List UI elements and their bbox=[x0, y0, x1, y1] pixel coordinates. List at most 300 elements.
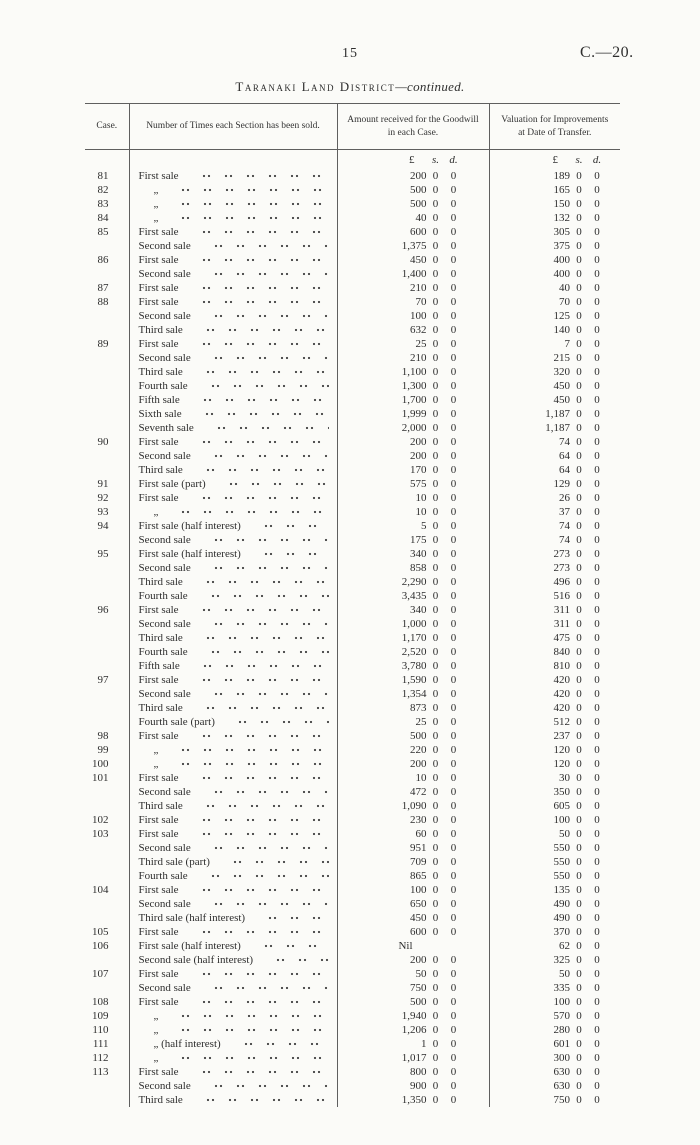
valuation-pounds: 1,187 bbox=[545, 422, 570, 434]
valuation-shillings: 0 bbox=[576, 884, 582, 896]
sale-description-cell bbox=[129, 393, 337, 407]
sale-description-cell bbox=[129, 1023, 337, 1037]
sale-description-cell bbox=[129, 365, 337, 379]
amount-pounds: 1,999 bbox=[401, 408, 427, 420]
amount-pence: 0 bbox=[450, 520, 457, 532]
amount-pounds: 1,100 bbox=[401, 366, 427, 378]
goodwill-amount bbox=[337, 197, 489, 211]
case-number bbox=[85, 407, 129, 421]
sale-description: Second sale bbox=[138, 310, 191, 322]
table-row bbox=[85, 589, 620, 603]
amount-shillings: 0 bbox=[432, 786, 439, 798]
amount-pounds: 500 bbox=[410, 730, 427, 742]
sale-description: Fifth sale bbox=[138, 660, 180, 672]
valuation-pounds: 150 bbox=[553, 198, 570, 210]
valuation-pence: 0 bbox=[594, 814, 600, 826]
case-number bbox=[85, 953, 129, 967]
dot-leaders bbox=[197, 633, 329, 643]
valuation-pounds: 50 bbox=[559, 828, 570, 840]
case-number: 85 bbox=[97, 226, 109, 238]
amount-pence: 0 bbox=[450, 702, 457, 714]
sale-description: „ bbox=[153, 1024, 159, 1036]
goodwill-amount bbox=[337, 855, 489, 869]
sale-description: Second sale bbox=[138, 618, 191, 630]
table-row bbox=[85, 1037, 620, 1051]
sale-description-cell bbox=[129, 211, 337, 225]
dot-leaders bbox=[205, 311, 329, 321]
improvements-valuation bbox=[489, 351, 620, 365]
table-row bbox=[85, 757, 620, 771]
sale-description: Third sale bbox=[138, 366, 183, 378]
sale-description: Third sale bbox=[138, 464, 183, 476]
sale-description-cell bbox=[129, 491, 337, 505]
amount-pence: 0 bbox=[450, 968, 457, 980]
sale-description: First sale bbox=[138, 772, 179, 784]
sale-description: Second sale (half interest) bbox=[138, 954, 254, 966]
amount-pence: 0 bbox=[450, 884, 457, 896]
valuation-pounds: 335 bbox=[553, 982, 570, 994]
amount-pounds: 10 bbox=[415, 506, 427, 518]
amount-shillings: 0 bbox=[432, 380, 439, 392]
amount-shillings: 0 bbox=[432, 926, 439, 938]
amount-pounds: 632 bbox=[410, 324, 427, 336]
improvements-valuation bbox=[489, 911, 620, 925]
sale-description-cell bbox=[129, 575, 337, 589]
valuation-shillings: 0 bbox=[576, 716, 582, 728]
amount-pounds: 600 bbox=[410, 926, 427, 938]
amount-pence: 0 bbox=[450, 688, 457, 700]
amount-pence: 0 bbox=[450, 646, 457, 658]
dot-leaders bbox=[197, 465, 329, 475]
case-number: 93 bbox=[97, 506, 109, 518]
sale-description: First sale (part) bbox=[138, 478, 206, 490]
valuation-pounds: 305 bbox=[553, 226, 570, 238]
case-number bbox=[85, 323, 129, 337]
valuation-pence: 0 bbox=[594, 240, 600, 252]
valuation-pence: 0 bbox=[594, 380, 600, 392]
amount-pounds: 472 bbox=[410, 786, 427, 798]
goodwill-amount bbox=[337, 757, 489, 771]
valuation-pounds: 420 bbox=[553, 702, 570, 714]
case-number: 108 bbox=[92, 996, 109, 1008]
sale-description: First sale bbox=[138, 730, 179, 742]
valuation-shillings: 0 bbox=[576, 520, 582, 532]
improvements-valuation bbox=[489, 407, 620, 421]
amount-pounds: 1,000 bbox=[401, 618, 427, 630]
sale-description-cell bbox=[129, 1051, 337, 1065]
valuation-pence: 0 bbox=[594, 506, 600, 518]
improvements-valuation bbox=[489, 925, 620, 939]
dot-leaders bbox=[172, 1025, 328, 1035]
valuation-pounds: 135 bbox=[553, 884, 570, 896]
goodwill-amount bbox=[337, 785, 489, 799]
amount-shillings: 0 bbox=[432, 758, 439, 770]
amount-shillings: 0 bbox=[432, 1038, 439, 1050]
dot-leaders bbox=[205, 1081, 329, 1091]
table-row bbox=[85, 827, 620, 841]
case-number: 107 bbox=[92, 968, 109, 980]
improvements-valuation bbox=[489, 295, 620, 309]
valuation-pounds: 420 bbox=[553, 674, 570, 686]
dot-leaders bbox=[193, 927, 329, 937]
valuation-pounds: 325 bbox=[553, 954, 570, 966]
amount-pounds: 865 bbox=[410, 870, 427, 882]
sale-description: Fourth sale (part) bbox=[138, 716, 215, 728]
valuation-pounds: 512 bbox=[553, 716, 570, 728]
goodwill-amount bbox=[337, 953, 489, 967]
sale-description-cell bbox=[129, 449, 337, 463]
valuation-pence: 0 bbox=[594, 604, 600, 616]
amount-shillings: 0 bbox=[432, 450, 439, 462]
amount-pence: 0 bbox=[450, 562, 457, 574]
case-number: 109 bbox=[92, 1010, 109, 1022]
valuation-shillings: 0 bbox=[576, 254, 582, 266]
case-number bbox=[85, 701, 129, 715]
improvements-valuation bbox=[489, 519, 620, 533]
valuation-pounds: 550 bbox=[553, 842, 570, 854]
valuation-shillings: 0 bbox=[576, 800, 582, 812]
improvements-valuation bbox=[489, 337, 620, 351]
improvements-valuation bbox=[489, 953, 620, 967]
sale-description: First sale bbox=[138, 996, 179, 1008]
case-number bbox=[85, 561, 129, 575]
sale-description-cell bbox=[129, 295, 337, 309]
amount-shillings: 0 bbox=[432, 198, 439, 210]
table-row bbox=[85, 323, 620, 337]
improvements-valuation bbox=[489, 575, 620, 589]
valuation-shillings: 0 bbox=[576, 786, 582, 798]
table-row bbox=[85, 813, 620, 827]
sale-description-cell bbox=[129, 757, 337, 771]
valuation-shillings: 0 bbox=[576, 212, 582, 224]
dot-leaders bbox=[193, 829, 329, 839]
valuation-pounds: 350 bbox=[553, 786, 570, 798]
dot-leaders bbox=[193, 339, 329, 349]
valuation-pence: 0 bbox=[594, 800, 600, 812]
improvements-valuation bbox=[489, 897, 620, 911]
amount-shillings: 0 bbox=[432, 184, 439, 196]
goodwill-amount bbox=[337, 169, 489, 183]
sale-description: „ bbox=[153, 1052, 159, 1064]
amount-pounds: 1 bbox=[421, 1038, 427, 1050]
table-row bbox=[85, 897, 620, 911]
valuation-shillings: 0 bbox=[576, 1038, 582, 1050]
table-row bbox=[85, 533, 620, 547]
sale-description: First sale bbox=[138, 338, 179, 350]
pence-label: d. bbox=[449, 154, 458, 166]
sale-description-cell bbox=[129, 869, 337, 883]
valuation-pence: 0 bbox=[594, 422, 600, 434]
currency-header-row bbox=[85, 150, 620, 170]
amount-pounds: 200 bbox=[410, 954, 427, 966]
goodwill-amount bbox=[337, 211, 489, 225]
valuation-shillings: 0 bbox=[576, 324, 582, 336]
sale-description-cell bbox=[129, 589, 337, 603]
sale-description-cell bbox=[129, 841, 337, 855]
goodwill-amount bbox=[337, 617, 489, 631]
amount-shillings: 0 bbox=[432, 324, 439, 336]
amount-shillings: 0 bbox=[432, 464, 439, 476]
valuation-pounds: 1,187 bbox=[545, 408, 570, 420]
improvements-valuation bbox=[489, 855, 620, 869]
amount-shillings: 0 bbox=[432, 492, 439, 504]
improvements-valuation bbox=[489, 939, 620, 953]
amount-shillings: 0 bbox=[432, 660, 439, 672]
valuation-pence: 0 bbox=[594, 954, 600, 966]
amount-shillings: 0 bbox=[432, 772, 439, 784]
sale-description-cell bbox=[129, 813, 337, 827]
valuation-pence: 0 bbox=[594, 198, 600, 210]
goodwill-amount bbox=[337, 561, 489, 575]
sale-description-cell bbox=[129, 953, 337, 967]
dot-leaders bbox=[208, 423, 329, 433]
sale-description: Second sale bbox=[138, 352, 191, 364]
table-row bbox=[85, 183, 620, 197]
amount-pence: 0 bbox=[450, 842, 457, 854]
valuation-pence: 0 bbox=[594, 212, 600, 224]
valuation-shillings: 0 bbox=[576, 730, 582, 742]
amount-pounds: 1,940 bbox=[401, 1010, 427, 1022]
amount-shillings: 0 bbox=[432, 282, 439, 294]
valuation-pence: 0 bbox=[594, 688, 600, 700]
goodwill-amount bbox=[337, 337, 489, 351]
improvements-valuation bbox=[489, 981, 620, 995]
sale-description-cell bbox=[129, 379, 337, 393]
dot-leaders bbox=[205, 535, 329, 545]
valuation-shillings: 0 bbox=[576, 828, 582, 840]
sale-description: „ bbox=[153, 212, 159, 224]
sale-description-cell bbox=[129, 673, 337, 687]
amount-pounds: 10 bbox=[415, 772, 427, 784]
valuation-shillings: 0 bbox=[576, 646, 582, 658]
amount-pounds: 1,590 bbox=[401, 674, 427, 686]
case-number bbox=[85, 841, 129, 855]
goodwill-amount bbox=[337, 771, 489, 785]
table-row bbox=[85, 393, 620, 407]
valuation-shillings: 0 bbox=[576, 926, 582, 938]
dot-leaders bbox=[194, 661, 329, 671]
sale-description: First sale bbox=[138, 1066, 179, 1078]
column-header-times-sold: Number of Times each Section has been sold. bbox=[129, 104, 337, 150]
amount-pounds: 709 bbox=[410, 856, 427, 868]
goodwill-amount bbox=[337, 589, 489, 603]
amount-pounds: 1,400 bbox=[401, 268, 427, 280]
amount-pence: 0 bbox=[450, 1024, 457, 1036]
goodwill-amount bbox=[337, 519, 489, 533]
valuation-pence: 0 bbox=[594, 744, 600, 756]
goodwill-amount bbox=[337, 365, 489, 379]
valuation-shillings: 0 bbox=[576, 968, 582, 980]
table-row bbox=[85, 617, 620, 631]
amount-shillings: 0 bbox=[432, 744, 439, 756]
amount-pence: 0 bbox=[450, 170, 457, 182]
improvements-valuation bbox=[489, 869, 620, 883]
valuation-pence: 0 bbox=[594, 282, 600, 294]
amount-pence: 0 bbox=[450, 716, 457, 728]
amount-pounds: 5 bbox=[421, 520, 427, 532]
dot-leaders bbox=[197, 1095, 329, 1105]
valuation-pounds: 26 bbox=[559, 492, 570, 504]
amount-pence: 0 bbox=[450, 772, 457, 784]
improvements-valuation bbox=[489, 533, 620, 547]
valuation-currency-units bbox=[489, 150, 620, 170]
valuation-shillings: 0 bbox=[576, 688, 582, 700]
case-number: 91 bbox=[97, 478, 109, 490]
case-number bbox=[85, 687, 129, 701]
amount-shillings: 0 bbox=[432, 674, 439, 686]
valuation-pence: 0 bbox=[594, 310, 600, 322]
amount-shillings: 0 bbox=[432, 170, 439, 182]
dot-leaders bbox=[193, 227, 329, 237]
dot-leaders bbox=[193, 297, 329, 307]
valuation-pounds: 375 bbox=[553, 240, 570, 252]
sale-description-cell bbox=[129, 547, 337, 561]
valuation-pounds: 100 bbox=[553, 996, 570, 1008]
table-row bbox=[85, 603, 620, 617]
dot-leaders bbox=[193, 675, 329, 685]
case-number bbox=[85, 351, 129, 365]
table-row bbox=[85, 785, 620, 799]
valuation-pence: 0 bbox=[594, 590, 600, 602]
case-number: 89 bbox=[97, 338, 109, 350]
amount-pence: 0 bbox=[450, 730, 457, 742]
goodwill-amount bbox=[337, 939, 489, 953]
table-row bbox=[85, 673, 620, 687]
goodwill-amount bbox=[337, 981, 489, 995]
amount-pence: 0 bbox=[450, 282, 457, 294]
sale-description: First sale bbox=[138, 170, 179, 182]
dot-leaders bbox=[255, 941, 329, 951]
valuation-pounds: 300 bbox=[553, 1052, 570, 1064]
amount-pounds: 170 bbox=[410, 464, 427, 476]
improvements-valuation bbox=[489, 253, 620, 267]
goodwill-amount bbox=[337, 477, 489, 491]
valuation-pence: 0 bbox=[594, 898, 600, 910]
amount-pounds: 50 bbox=[415, 968, 427, 980]
goodwill-amount bbox=[337, 491, 489, 505]
goodwill-amount bbox=[337, 225, 489, 239]
improvements-valuation bbox=[489, 169, 620, 183]
dot-leaders bbox=[224, 857, 329, 867]
sale-description-cell bbox=[129, 533, 337, 547]
improvements-valuation bbox=[489, 225, 620, 239]
improvements-valuation bbox=[489, 715, 620, 729]
goodwill-amount bbox=[337, 813, 489, 827]
valuation-shillings: 0 bbox=[576, 268, 582, 280]
valuation-pence: 0 bbox=[594, 1066, 600, 1078]
amount-pence: 0 bbox=[450, 366, 457, 378]
valuation-shillings: 0 bbox=[576, 198, 582, 210]
sale-description-cell bbox=[129, 603, 337, 617]
valuation-shillings: 0 bbox=[576, 464, 582, 476]
valuation-pence: 0 bbox=[594, 464, 600, 476]
amount-currency-units bbox=[337, 150, 489, 170]
goodwill-amount bbox=[337, 687, 489, 701]
goodwill-amount bbox=[337, 295, 489, 309]
valuation-pence: 0 bbox=[594, 394, 600, 406]
sale-description-cell bbox=[129, 435, 337, 449]
sale-description: First sale bbox=[138, 492, 179, 504]
amount-pounds: 951 bbox=[410, 842, 427, 854]
sale-description: Third sale (half interest) bbox=[138, 912, 246, 924]
amount-shillings: 0 bbox=[432, 352, 439, 364]
amount-pence: 0 bbox=[450, 548, 457, 560]
amount-shillings: 0 bbox=[432, 226, 439, 238]
amount-pounds: 1,354 bbox=[401, 688, 427, 700]
improvements-valuation bbox=[489, 813, 620, 827]
case-number: 98 bbox=[97, 730, 109, 742]
table-row bbox=[85, 729, 620, 743]
sale-description: First sale bbox=[138, 926, 179, 938]
goodwill-amount bbox=[337, 799, 489, 813]
valuation-pence: 0 bbox=[594, 366, 600, 378]
valuation-pence: 0 bbox=[594, 786, 600, 798]
valuation-pounds: 420 bbox=[553, 688, 570, 700]
amount-shillings: 0 bbox=[432, 520, 439, 532]
valuation-pence: 0 bbox=[594, 996, 600, 1008]
valuation-shillings: 0 bbox=[576, 660, 582, 672]
sale-description-cell bbox=[129, 799, 337, 813]
valuation-pounds: 490 bbox=[553, 912, 570, 924]
sale-description: „ bbox=[153, 198, 159, 210]
case-number bbox=[85, 309, 129, 323]
amount-shillings: 0 bbox=[432, 296, 439, 308]
valuation-pence: 0 bbox=[594, 926, 600, 938]
case-number: 92 bbox=[97, 492, 109, 504]
sale-description: Fifth sale bbox=[138, 394, 180, 406]
case-number: 105 bbox=[92, 926, 109, 938]
dot-leaders bbox=[172, 199, 328, 209]
sale-description-cell bbox=[129, 169, 337, 183]
table-row bbox=[85, 911, 620, 925]
valuation-pence: 0 bbox=[594, 576, 600, 588]
valuation-pounds: 40 bbox=[559, 282, 570, 294]
sale-description-cell bbox=[129, 1079, 337, 1093]
table-row bbox=[85, 351, 620, 365]
dot-leaders bbox=[205, 269, 329, 279]
amount-pounds: 340 bbox=[410, 604, 427, 616]
pounds-symbol: £ bbox=[552, 154, 558, 166]
sale-description: Second sale bbox=[138, 842, 191, 854]
valuation-pence: 0 bbox=[594, 1094, 600, 1106]
valuation-pounds: 7 bbox=[564, 338, 570, 350]
dot-leaders bbox=[172, 1053, 328, 1063]
amount-pence: 0 bbox=[450, 506, 457, 518]
valuation-shillings: 0 bbox=[576, 562, 582, 574]
valuation-shillings: 0 bbox=[576, 772, 582, 784]
goodwill-amount bbox=[337, 715, 489, 729]
valuation-shillings: 0 bbox=[576, 996, 582, 1008]
sale-description-cell bbox=[129, 407, 337, 421]
sale-description: First sale (half interest) bbox=[138, 548, 241, 560]
case-number bbox=[85, 981, 129, 995]
valuation-shillings: 0 bbox=[576, 758, 582, 770]
valuation-pounds: 50 bbox=[559, 968, 570, 980]
valuation-pounds: 189 bbox=[553, 170, 570, 182]
goodwill-amount bbox=[337, 435, 489, 449]
sale-description: Second sale bbox=[138, 1080, 191, 1092]
valuation-pence: 0 bbox=[594, 520, 600, 532]
amount-pounds: 1,017 bbox=[401, 1052, 427, 1064]
valuation-pence: 0 bbox=[594, 450, 600, 462]
table-row bbox=[85, 337, 620, 351]
valuation-pence: 0 bbox=[594, 254, 600, 266]
goodwill-amount bbox=[337, 309, 489, 323]
valuation-pence: 0 bbox=[594, 478, 600, 490]
table-row bbox=[85, 491, 620, 505]
improvements-valuation bbox=[489, 617, 620, 631]
valuation-pounds: 311 bbox=[553, 604, 570, 616]
